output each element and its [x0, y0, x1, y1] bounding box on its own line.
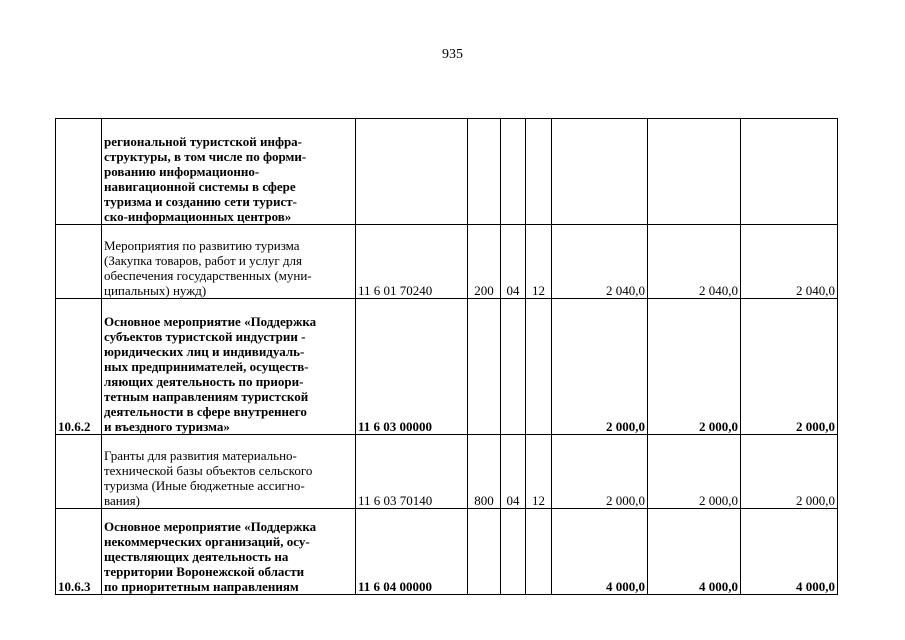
target-code-cell [356, 299, 468, 435]
section-text: 04 [506, 283, 520, 298]
amount-3-text: 2 000,0 [796, 419, 835, 434]
amount-1-cell [552, 225, 648, 299]
description-cell [102, 509, 356, 595]
amount-3-cell [741, 119, 838, 225]
target-code-text: 11 6 01 70240 [358, 283, 433, 298]
amount-2-cell [648, 435, 741, 509]
expense-type-cell [468, 225, 501, 299]
amount-1-text: 4 000,0 [606, 579, 645, 594]
expense-type-cell [468, 435, 501, 509]
row-number-text: 10.6.2 [58, 419, 91, 434]
section-text: 04 [506, 493, 520, 508]
table-row [56, 119, 838, 225]
description-text: региональной туристской инфра- структуры, в том числе по форми- рованию информационно- навигационной системы в сфере туризма и созданию сети турист- ско-информационных центров» [104, 134, 307, 224]
target-code-text: 11 6 03 70140 [358, 493, 433, 508]
table-row [56, 299, 838, 435]
page-number: 935 [442, 47, 463, 62]
subsection-cell [526, 119, 552, 225]
description-cell [102, 435, 356, 509]
description-text: Основное мероприятие «Поддержка субъектов туристской индустрии - юридических лиц и индивидуаль- ных предпринимателей, осуществ- ляющих деятельность по приори- тетным направлениям туристской деятельности в сфере внутреннего и въездного туризма» [104, 314, 317, 434]
target-code-text: 11 6 04 00000 [358, 579, 433, 594]
row-number-cell [56, 119, 102, 225]
section-cell [501, 119, 526, 225]
target-code-cell [356, 119, 468, 225]
description-cell [102, 119, 356, 225]
row-number-text: 10.6.3 [58, 579, 91, 594]
amount-1-text: 2 000,0 [606, 493, 645, 508]
subsection-cell [526, 435, 552, 509]
description-cell [102, 225, 356, 299]
description-text: Мероприятия по развитию туризма (Закупка товаров, работ и услуг для обеспечения государственных (муни- ципальных) нужд) [104, 238, 312, 298]
target-code-text: 11 6 03 00000 [358, 419, 433, 434]
subsection-cell [526, 509, 552, 595]
table-row [56, 509, 838, 595]
target-code-cell [356, 509, 468, 595]
subsection-text: 12 [532, 283, 545, 298]
table-row [56, 435, 838, 509]
row-number-cell [56, 299, 102, 435]
row-number-cell [56, 435, 102, 509]
amount-2-text: 4 000,0 [699, 579, 738, 594]
description-cell [102, 299, 356, 435]
amount-1-cell [552, 435, 648, 509]
description-text: Основное мероприятие «Поддержка некоммерческих организаций, осу- ществляющих деятельность на территории Воронежской области по приоритетным направлениям [104, 519, 317, 594]
amount-2-cell [648, 225, 741, 299]
table-row [56, 225, 838, 299]
row-number-cell [56, 509, 102, 595]
target-code-cell [356, 435, 468, 509]
subsection-text: 12 [532, 493, 545, 508]
section-cell [501, 225, 526, 299]
amount-1-text: 2 000,0 [606, 419, 645, 434]
amount-1-text: 2 040,0 [606, 283, 645, 298]
expense-type-cell [468, 509, 501, 595]
amount-3-cell [741, 225, 838, 299]
subsection-cell [526, 225, 552, 299]
target-code-cell [356, 225, 468, 299]
amount-3-text: 4 000,0 [796, 579, 835, 594]
amount-2-cell [648, 299, 741, 435]
amount-3-text: 2 000,0 [796, 493, 835, 508]
amount-1-cell [552, 299, 648, 435]
amount-2-cell [648, 119, 741, 225]
section-cell [501, 299, 526, 435]
amount-3-cell [741, 435, 838, 509]
expense-type-text: 800 [474, 493, 494, 508]
budget-table [55, 118, 838, 595]
amount-1-cell [552, 119, 648, 225]
section-cell [501, 435, 526, 509]
amount-3-cell [741, 509, 838, 595]
section-cell [501, 509, 526, 595]
amount-3-cell [741, 299, 838, 435]
amount-2-text: 2 040,0 [699, 283, 738, 298]
subsection-cell [526, 299, 552, 435]
description-text: Гранты для развития материально- технической базы объектов сельского туризма (Иные бюджетные ассигно- вания) [104, 448, 313, 508]
amount-2-text: 2 000,0 [699, 493, 738, 508]
expense-type-cell [468, 299, 501, 435]
row-number-cell [56, 225, 102, 299]
amount-3-text: 2 040,0 [796, 283, 835, 298]
amount-1-cell [552, 509, 648, 595]
expense-type-text: 200 [474, 283, 494, 298]
expense-type-cell [468, 119, 501, 225]
amount-2-text: 2 000,0 [699, 419, 738, 434]
amount-2-cell [648, 509, 741, 595]
